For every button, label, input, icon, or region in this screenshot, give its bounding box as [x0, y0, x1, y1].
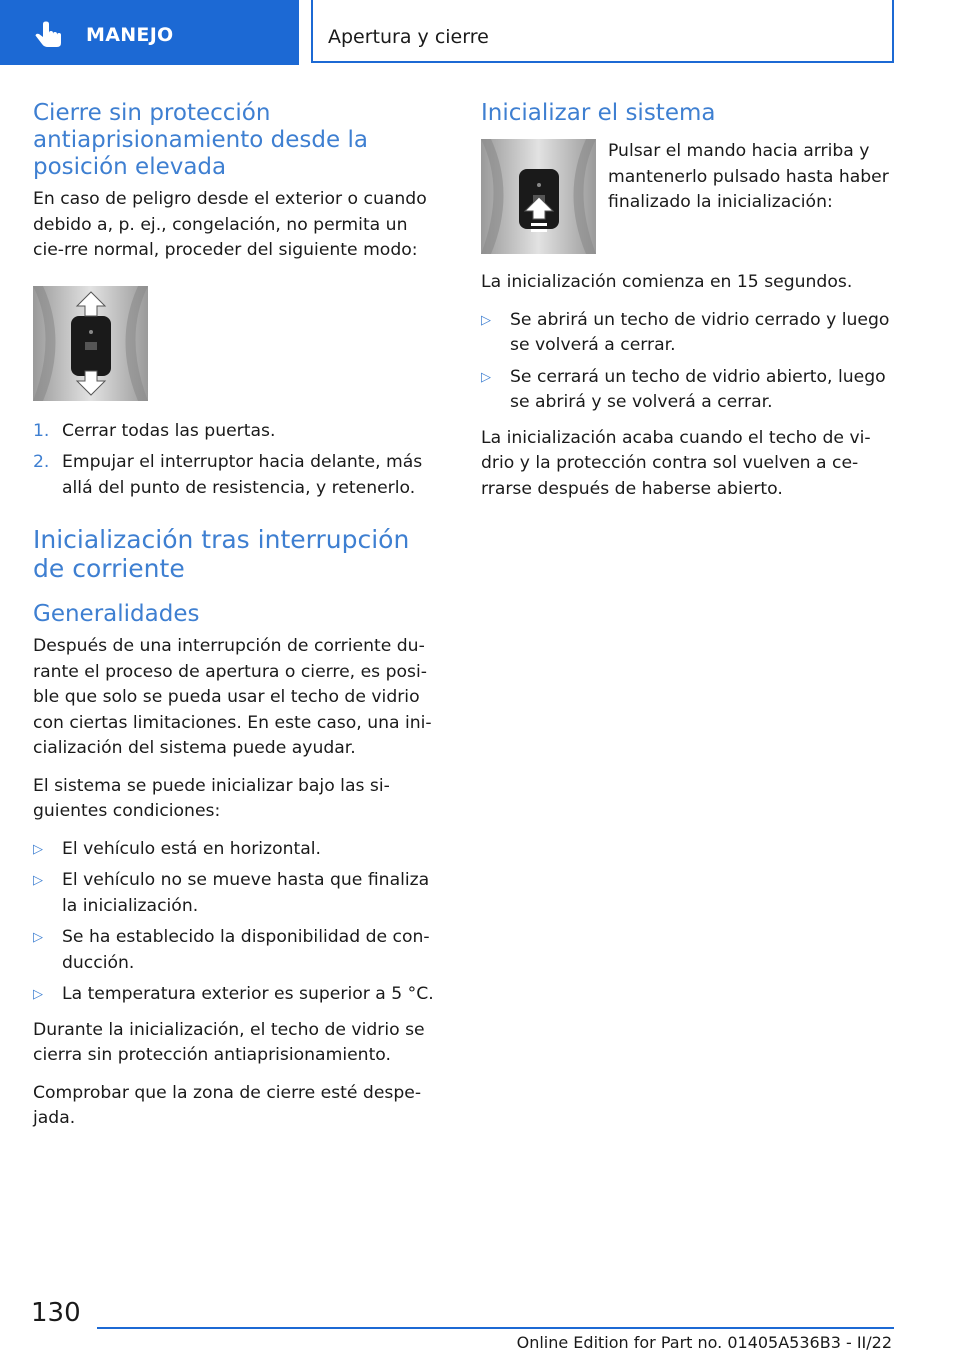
conditions-list	[33, 837, 443, 1008]
heading-init-system: Inicializar el sistema	[481, 100, 716, 126]
page-number: 130	[31, 1298, 81, 1328]
header-chapter-box	[311, 0, 894, 63]
list-item: ▷ Se ha establecido la disponibilidad de con-ducción.	[33, 927, 430, 973]
switch-push-image	[33, 286, 148, 401]
heading-close-without-protection: Cierre sin protección antiaprisionamiento desde la posición elevada	[33, 100, 368, 180]
heading-init-after-interruption: Inicialización tras interrupción de corriente	[33, 525, 410, 583]
paragraph-check-zone: Comprobar que la zona de cierre esté despe-jada.	[33, 1082, 422, 1128]
paragraph-general: Después de una interrupción de corriente du-rante el proceso de apertura o cierre, es posi-ble que solo se pueda usar el techo de vidrio con ciertas limitaciones. En este caso, una ini-cialización del sistema puede ayudar.	[33, 636, 432, 758]
roof-switch-illustration	[33, 286, 148, 401]
list-item: ▷ El vehículo no se mueve hasta que finaliza la inicialización.	[33, 870, 430, 916]
close-steps-list	[33, 419, 443, 502]
chapter-title: Apertura y cierre	[328, 26, 489, 48]
hand-pointer-icon	[30, 20, 68, 50]
triangle-bullet-icon: ▷	[481, 312, 491, 328]
right-column	[481, 100, 901, 514]
left-column	[33, 100, 443, 1144]
step-number: 1.	[33, 420, 50, 441]
triangle-bullet-icon: ▷	[33, 841, 43, 857]
list-item: 2. Empujar el interruptor hacia delante, más allá del punto de resistencia, y retenerlo.	[33, 452, 423, 498]
list-item: 1. Cerrar todas las puertas.	[33, 419, 443, 445]
section-label: MANEJO	[86, 24, 174, 46]
switch-up-image	[481, 139, 596, 254]
list-item: ▷ La temperatura exterior es superior a 5 °C.	[33, 982, 443, 1008]
paragraph-press-hold: Pulsar el mando hacia arriba y mantenerlo pulsado hasta haber finalizado la inicialización:	[608, 141, 889, 212]
paragraph-close-intro: En caso de peligro desde el exterior o cuando debido a, p. ej., congelación, no permita un cie-rre normal, proceder del siguiente modo:	[33, 189, 427, 260]
heading-generalities: Generalidades	[33, 601, 200, 627]
init-press-block	[481, 139, 901, 254]
triangle-bullet-icon: ▷	[33, 873, 43, 888]
list-item: ▷ Se cerrará un techo de vidrio abierto, luego se abrirá y se volverá a cerrar.	[481, 366, 886, 412]
paragraph-start-time: La inicialización comienza en 15 segundos.	[481, 272, 853, 292]
list-item: ▷ Se abrirá un techo de vidrio cerrado y luego se volverá a cerrar.	[481, 309, 890, 355]
triangle-bullet-icon: ▷	[33, 987, 43, 1002]
init-behavior-list	[481, 308, 901, 416]
footer-edition: Online Edition for Part no. 01405A536B3 - II/22	[516, 1333, 892, 1352]
roof-switch-up-illustration	[481, 139, 596, 254]
triangle-bullet-icon: ▷	[33, 930, 43, 945]
paragraph-init-end: La inicialización acaba cuando el techo de vi-drio y la protección contra sol vuelven a ce-rrarse después de haberse abierto.	[481, 427, 871, 499]
paragraph-conditions-intro: El sistema se puede inicializar bajo las si-guientes condiciones:	[33, 775, 390, 821]
paragraph-during-init: Durante la inicialización, el techo de vidrio se cierra sin protección antiaprisionamiento.	[33, 1019, 425, 1065]
step-number: 2.	[33, 452, 50, 472]
header-section-tab	[0, 0, 299, 65]
footer-rule	[97, 1327, 894, 1329]
list-item: ▷ El vehículo está en horizontal.	[33, 837, 443, 863]
triangle-bullet-icon: ▷	[481, 369, 491, 385]
